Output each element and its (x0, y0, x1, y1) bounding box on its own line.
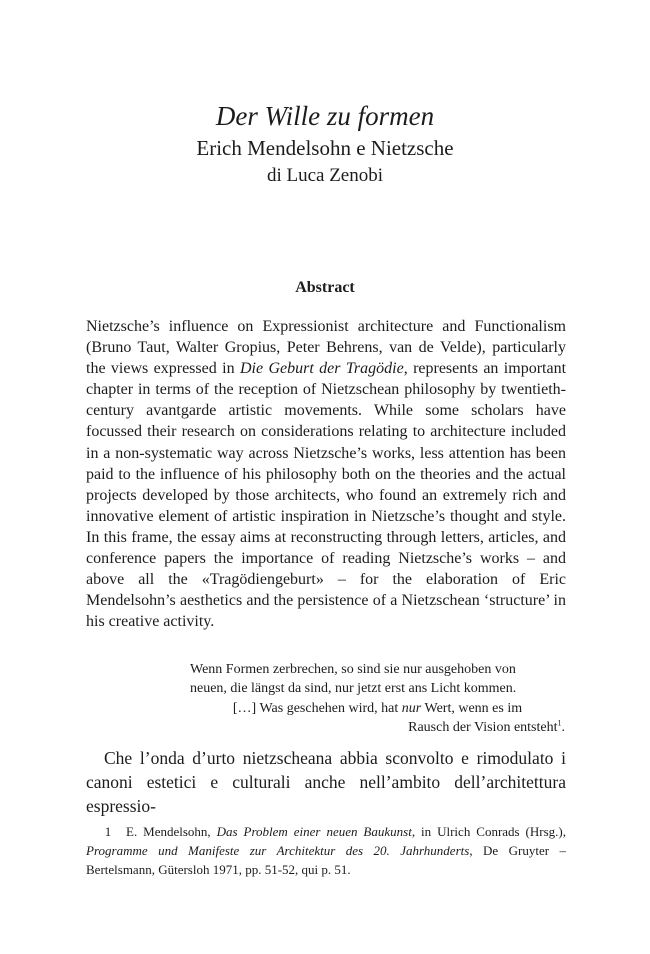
abstract-heading: Abstract (295, 279, 355, 296)
epigraph-line-4-end: . (561, 720, 565, 736)
epigraph-line-2: neuen, die längst da sind, nur jetzt erst ans Licht kommen. (190, 681, 517, 697)
abstract-text-part-2: , represents an important chapter in terms of the reception of Nietzschean philosophy by twentieth-century avantgarde artistic movements. While some scholars have focussed their research on considerations relating to architecture included in a non-systematic way across Nietzsche’s works, less attention has been paid to the influence of his philosophy both on the theories and the actual projects developed by those architects, who found an extremely rich and innovative element of artistic inspiration in Nietzsche’s thought and style. In this frame, the essay aims at reconstructing through letters, articles, and conference papers the importance of reading Nietzsche’s works – and above all the «Tragödiengeburt» – for the elaboration of Eric Mendelsohn’s aesthetics and the persistence of a Nietzschean ‘structure’ in his creative activity. (86, 360, 567, 631)
footnote-title-2: Programme und Manifeste zur Architektur des 20. Jahrhunderts (86, 843, 470, 859)
body-paragraph: Che l’onda d’urto nietzscheana abbia sconvolto e rimodulato i canoni estetici e culturali anche nell’ambito dell’architettura espressio- (86, 748, 566, 816)
footnote-title-1: Das Problem einer neuen Baukunst (216, 824, 412, 839)
footnote-rest: , De Gruyter – Bertelsmann, Gütersloh 1971, pp. 51-52, qui p. 51. (86, 843, 566, 878)
footnote (86, 822, 566, 880)
article-author: di Luca Zenobi (266, 165, 384, 186)
abstract-work-title: Die Geburt der Tragödie (239, 360, 404, 378)
epigraph-line-4-text: Rausch der Vision entsteht (408, 720, 558, 736)
epigraph-line-1: Wenn Formen zerbrechen, so sind sie nur ausgehoben von (190, 662, 516, 677)
epigraph-emphasis: nur (401, 700, 422, 716)
footnote-mid: , in Ulrich Conrads (Hrsg.), (411, 824, 566, 839)
abstract-text-part-1: Nietzsche’s influence on Expressionist architecture and Functionalism (Bruno Taut, Walter Gropius, Peter Behrens, van de Velde), particularly the views expressed in (86, 318, 566, 378)
footnote-reference[interactable]: 1 (557, 718, 562, 728)
epigraph-line-4 (190, 718, 565, 737)
epigraph-line-3-pre: […] Was geschehen wird, hat (232, 700, 402, 716)
footnote-author: E. Mendelsohn, (126, 824, 217, 839)
abstract-text (86, 316, 566, 632)
epigraph-line-3 (190, 699, 565, 718)
article-subtitle: Erich Mendelsohn e Nietzsche (196, 136, 454, 160)
epigraph (190, 660, 565, 738)
article-title: Der Wille zu formen (215, 101, 435, 131)
epigraph-line-3-post: Wert, wenn es im (421, 700, 523, 716)
footnote-number: 1 (104, 824, 112, 839)
